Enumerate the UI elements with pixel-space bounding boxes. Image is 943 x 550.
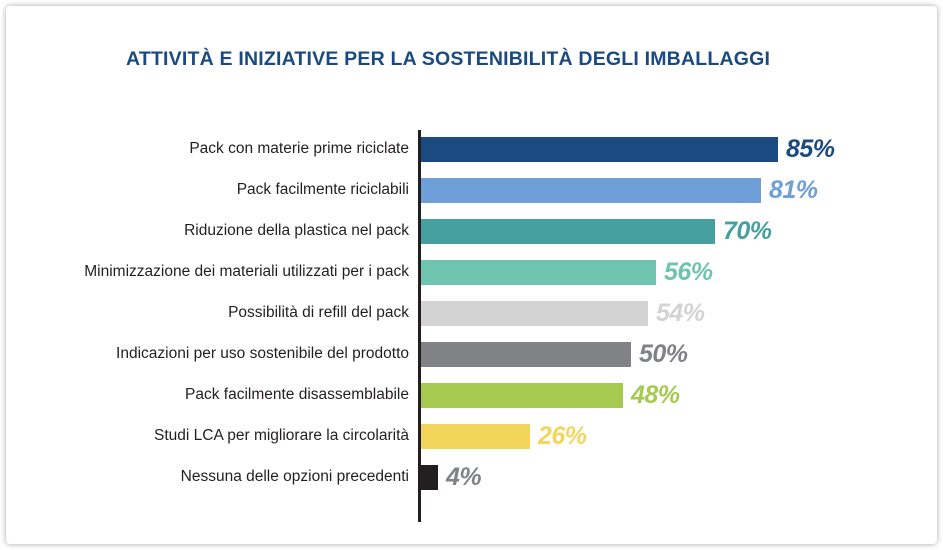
table-row <box>6 212 937 250</box>
bar-group <box>421 376 680 414</box>
chart-plot-area <box>6 116 937 526</box>
bar <box>421 178 761 203</box>
table-row <box>6 253 937 291</box>
bar-value-label: 56% <box>664 257 713 286</box>
bar-group <box>421 130 835 168</box>
bar-category-label: Studi LCA per migliorare la circolarità <box>154 427 409 444</box>
bar <box>421 301 648 326</box>
bar <box>421 465 438 490</box>
bar <box>421 383 623 408</box>
bar-group <box>421 253 713 291</box>
bar-group <box>421 458 481 496</box>
bar <box>421 219 715 244</box>
bar-value-label: 26% <box>538 421 587 450</box>
bar <box>421 424 530 449</box>
bar-category-label: Nessuna delle opzioni precedenti <box>180 468 409 485</box>
bar-group <box>421 335 688 373</box>
bar-value-label: 85% <box>786 134 835 163</box>
table-row <box>6 458 937 496</box>
bar-value-label: 48% <box>631 380 680 409</box>
bar-value-label: 70% <box>723 216 772 245</box>
bar-category-label: Pack facilmente disassemblabile <box>185 386 409 403</box>
bar-category-label: Indicazioni per uso sostenibile del prodotto <box>116 345 409 362</box>
bar-value-label: 54% <box>656 298 705 327</box>
bar <box>421 342 631 367</box>
bar-group <box>421 294 705 332</box>
table-row <box>6 335 937 373</box>
bar-value-label: 4% <box>446 462 482 491</box>
bar-category-label: Pack con materie prime riciclate <box>189 140 409 157</box>
bar <box>421 137 778 162</box>
table-row <box>6 417 937 455</box>
bar-category-label: Possibilità di refill del pack <box>228 304 409 321</box>
bar <box>421 260 656 285</box>
bar-category-label: Minimizzazione dei materiali utilizzati per i pack <box>84 263 409 280</box>
bar-group <box>421 212 772 250</box>
bar-category-label: Pack facilmente riciclabili <box>236 181 409 198</box>
table-row <box>6 376 937 414</box>
bar-value-label: 81% <box>769 175 818 204</box>
table-row <box>6 130 937 168</box>
chart-title: ATTIVITÀ E INIZIATIVE PER LA SOSTENIBILITÀ DEGLI IMBALLAGGI <box>126 48 771 70</box>
bar-group <box>421 171 818 209</box>
table-row <box>6 294 937 332</box>
bar-value-label: 50% <box>639 339 688 368</box>
table-row <box>6 171 937 209</box>
bar-category-label: Riduzione della plastica nel pack <box>184 222 409 239</box>
bar-group <box>421 417 587 455</box>
chart-card <box>6 6 937 544</box>
